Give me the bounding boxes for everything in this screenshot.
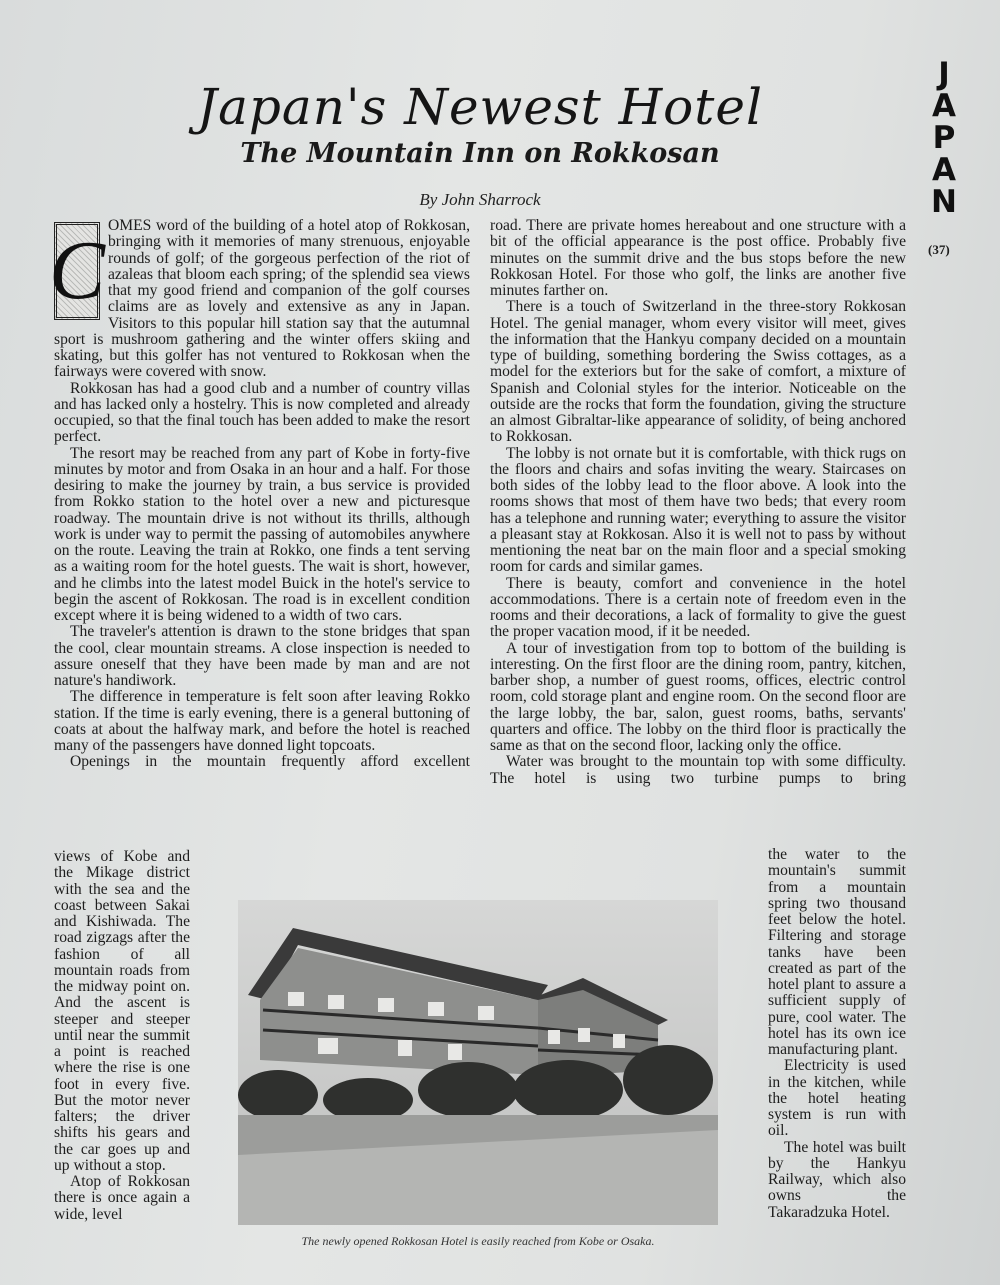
- left-column: [48, 217, 470, 771]
- side-letter: P: [932, 120, 956, 156]
- paragraph: Rokkosan has had a good club and a number of country villas and has lacked only a hostelry. This is now completed and already occupied, so that the final touch has been added to make the resort perfect.: [54, 379, 470, 446]
- right-column: [490, 218, 906, 787]
- hotel-photo: [238, 900, 718, 1225]
- paragraph: C OMES word of the building of a hotel atop of Rokkosan, bringing with it memories of many strenuous, enjoyable rounds of golf; of the gorgeous perfection of the riot of azaleas that bloom each spring; of the splendid sea views that my good friend and companion of the golf courses claims are as lovely and extensive as any in Japan. Visitors to this popular hill station say that the autumnal sport is mushroom gathering and the winter offers skiing and skating, but this golfer has not ventured to Rokkosan when the fairways were covered with snow.: [48, 217, 470, 381]
- paragraph: The difference in temperature is felt soon after leaving Rokko station. If the time is early evening, there is a general buttoning of coats at about the halfway mark, and before the hotel is reached many of the passengers have donned light topcoats.: [54, 688, 470, 754]
- paragraph: There is a touch of Switzerland in the three-story Rokkosan Hotel. The genial manager, whom every visitor will meet, gives the information that the Hankyu company decided on a mountain type of building, something bordering the Swiss cottages, as a model for the exteriors but for the sake of comfort, a mixture of Spanish and Colonial styles for the interior. Noticeable on the outside are the rocks that form the foundation, giving the structure an almost Gibraltar-like appearance of solidity, of being anchored to Rokkosan.: [490, 298, 906, 446]
- paragraph: There is beauty, comfort and convenience in the hotel accommodations. There is a certain note of freedom even in the rooms and their decorations, a lack of formality to give the guest the proper vacation mood, if it be needed.: [490, 574, 906, 641]
- paragraph: The lobby is not ornate but it is comfortable, with thick rugs on the floors and chairs and sofas inviting the weary. Staircases on both sides of the lobby lead to the floor above. A look into the rooms shows that most of them have two beds; that every room has a telephone and running water; everything to assure the visitor a pleasant stay at Rokkosan. Also it is well not to pass by without mentioning the neat bar on the main floor and a special smoking room for cards and similar games.: [490, 444, 906, 576]
- article-title: Japan's Newest Hotel: [197, 78, 763, 136]
- paragraph: views of Kobe and the Mikage district with the sea and the coast between Sakai and Kishiwada. The road zigzags after the fashion of all mountain roads from the midway point on. And the ascent is steeper and steeper until near the summit a point is reached where the rise is one foot in every five. But the motor never falters; the driver shifts his gears and the car goes up and up without a stop.: [54, 848, 190, 1174]
- paragraph: Water was brought to the mountain top with some difficulty. The hotel is using two turbine pumps to bring: [490, 753, 906, 787]
- left-narrow-column: [54, 849, 190, 1223]
- byline: By John Sharrock: [419, 190, 541, 209]
- right-narrow-column: [768, 847, 906, 1221]
- side-letter: J: [938, 56, 950, 92]
- photo-caption: The newly opened Rokkosan Hotel is easily reached from Kobe or Osaka.: [301, 1234, 655, 1248]
- paragraph: Electricity is used in the kitchen, while the hotel heating system is run with oil.: [768, 1057, 906, 1140]
- paragraph: A tour of investigation from top to bottom of the building is interesting. On the first floor are the dining room, pantry, kitchen, barber shop, a number of guest rooms, offices, electric control room, cold storage plant and engine room. On the second floor are the large lobby, the bar, salon, guest rooms, baths, servants' quarters and office. The lobby on the third floor is practically the same as that on the second floor, lacking only the office.: [490, 639, 906, 754]
- paragraph: Openings in the mountain frequently afford excellent: [70, 753, 470, 771]
- side-letter: A: [932, 152, 956, 188]
- section-label-japan: [928, 58, 960, 218]
- side-letter: N: [931, 184, 957, 220]
- drop-cap: C: [54, 222, 100, 320]
- paragraph: The traveler's attention is drawn to the stone bridges that span the cool, clear mountain streams. A close inspection is needed to assure oneself that they have been made by man and are not nature's handiwork.: [54, 623, 470, 689]
- article-subtitle: The Mountain Inn on Rokkosan: [240, 138, 720, 169]
- paragraph: The resort may be reached from any part of Kobe in forty-five minutes by motor and from Osaka in an hour and a half. For those desiring to make the journey by train, a bus service is provided from Rokko station to the hotel over a new and picturesque roadway. The mountain drive is not without its thrills, although work is under way to permit the passing of automobiles anywhere on the route. Leaving the train at Rokko, one finds a tent serving as a waiting room for the hotel guests. The wait is short, however, and he climbs into the latest model Buick in the hotel's service to begin the ascent of Rokkosan. The road is in excellent condition except where it is being widened to a width of two cars.: [54, 444, 470, 624]
- paragraph: the water to the mountain's summit from a mountain spring two thousand feet below the hotel. Filtering and storage tanks have been created as part of the hotel plant to assure a sufficient supply of pure, cool water. The hotel has its own ice manufacturing plant.: [768, 846, 906, 1058]
- paragraph: road. There are private homes hereabout and one structure with a bit of the official appearance is the post office. Probably five minutes on the summit drive and the bus stops before the new Rokkosan Hotel. For those who golf, the links are another five minutes farther on.: [490, 217, 906, 299]
- side-letter: A: [932, 88, 956, 124]
- paragraph: The hotel was built by the Hankyu Railway, which also owns the Takaradzuka Hotel.: [768, 1138, 906, 1221]
- page-number: (37): [928, 242, 950, 257]
- paragraph: Atop of Rokkosan there is once again a wide, level: [54, 1173, 190, 1223]
